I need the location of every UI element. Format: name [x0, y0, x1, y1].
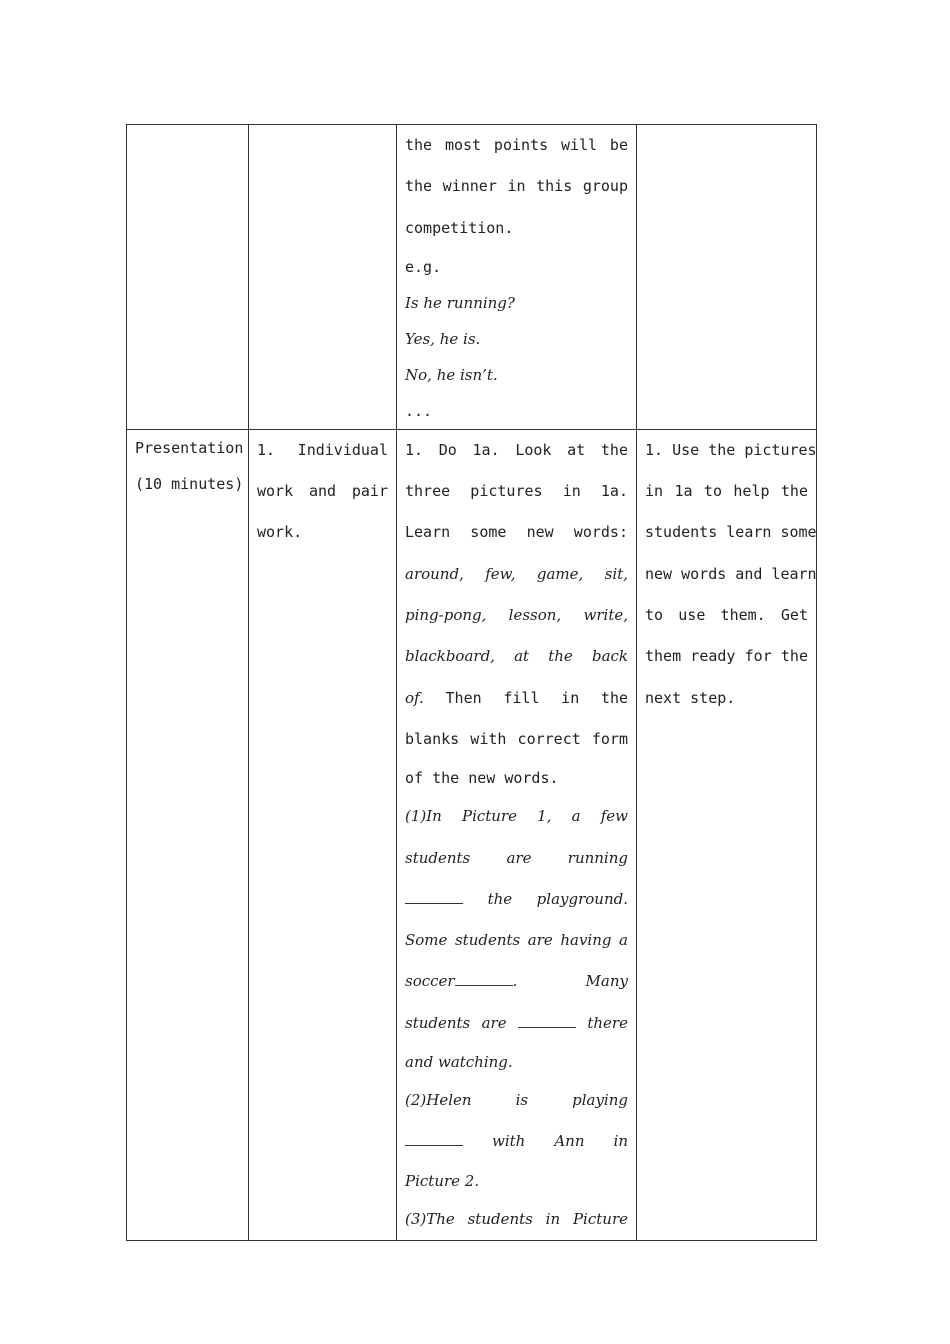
- text-line: three pictures in 1a.: [405, 482, 628, 501]
- text-span: the playground.: [487, 889, 628, 908]
- exercise-line: [405, 961, 628, 1002]
- exercise-line: Some students are having a: [405, 931, 628, 950]
- text-span: students are: [405, 1013, 507, 1032]
- exercise-line: (2)Helen is playing: [405, 1091, 628, 1110]
- exercise-line: Picture 2.: [405, 1171, 480, 1190]
- mode-cell: [249, 125, 397, 430]
- text-line: the most points will be: [405, 136, 628, 154]
- exercise-line: and watching.: [405, 1053, 513, 1072]
- text-span: . Many: [512, 972, 628, 991]
- purpose-cell: [637, 125, 817, 430]
- eg-label: e.g.: [405, 257, 442, 276]
- vocab-line: ping-pong, lesson, write,: [405, 606, 628, 625]
- text-span: there: [587, 1013, 628, 1032]
- activity-cell: [397, 125, 637, 430]
- exercise-line: (3)The students in Picture: [405, 1209, 628, 1228]
- fill-blank: [455, 971, 513, 986]
- mode-cell: [249, 429, 397, 1240]
- fill-blank: [405, 889, 463, 904]
- text-line: work.: [257, 523, 303, 542]
- purpose-cell: [637, 429, 817, 1240]
- text-line: work and pair: [257, 482, 388, 501]
- example-line: Yes, he is.: [405, 329, 481, 348]
- text-line: students learn some: [645, 523, 817, 542]
- table-row: [127, 125, 817, 430]
- exercise-line: [405, 879, 628, 920]
- exercise-line: [405, 1121, 628, 1162]
- text-line: 1. Individual: [257, 440, 388, 459]
- vocab-word: of.: [405, 688, 424, 707]
- exercise-line: [405, 1003, 628, 1044]
- text-line: next step.: [645, 688, 736, 707]
- text-line: of the new words.: [405, 769, 559, 788]
- text-line: Learn some new words:: [405, 523, 628, 542]
- fill-blank: [405, 1131, 463, 1146]
- fill-blank: [518, 1013, 576, 1028]
- text-span: with Ann in: [492, 1132, 628, 1151]
- table-row: [127, 429, 817, 1240]
- text-line: [405, 678, 628, 719]
- text-span: soccer: [405, 972, 455, 991]
- exercise-line: (1)In Picture 1, a few: [405, 807, 628, 826]
- text-span: Then fill in the: [445, 688, 629, 707]
- text-line: competition.: [405, 218, 514, 237]
- stage-cell: [127, 429, 249, 1240]
- stage-duration: (10 minutes): [135, 474, 244, 493]
- vocab-line: blackboard, at the back: [405, 647, 628, 666]
- stage-cell: [127, 125, 249, 430]
- text-line: blanks with correct form: [405, 729, 628, 748]
- text-line: the winner in this group: [405, 177, 628, 196]
- text-line: to use them. Get: [645, 606, 808, 625]
- text-line: 1. Use the pictures: [645, 440, 817, 459]
- exercise-line: students are running: [405, 848, 628, 867]
- lesson-plan-table: [126, 124, 817, 1241]
- text-line: 1. Do 1a. Look at the: [405, 440, 628, 459]
- vocab-line: around, few, game, sit,: [405, 564, 628, 583]
- example-line: Is he running?: [405, 293, 515, 312]
- text-line: in 1a to help the: [645, 482, 808, 501]
- text-line: them ready for the: [645, 647, 808, 666]
- text-line: new words and learn: [645, 564, 817, 583]
- example-line: No, he isn’t.: [405, 365, 498, 384]
- activity-cell: [397, 429, 637, 1240]
- ellipsis: ...: [405, 401, 433, 420]
- stage-name: Presentation: [135, 438, 244, 457]
